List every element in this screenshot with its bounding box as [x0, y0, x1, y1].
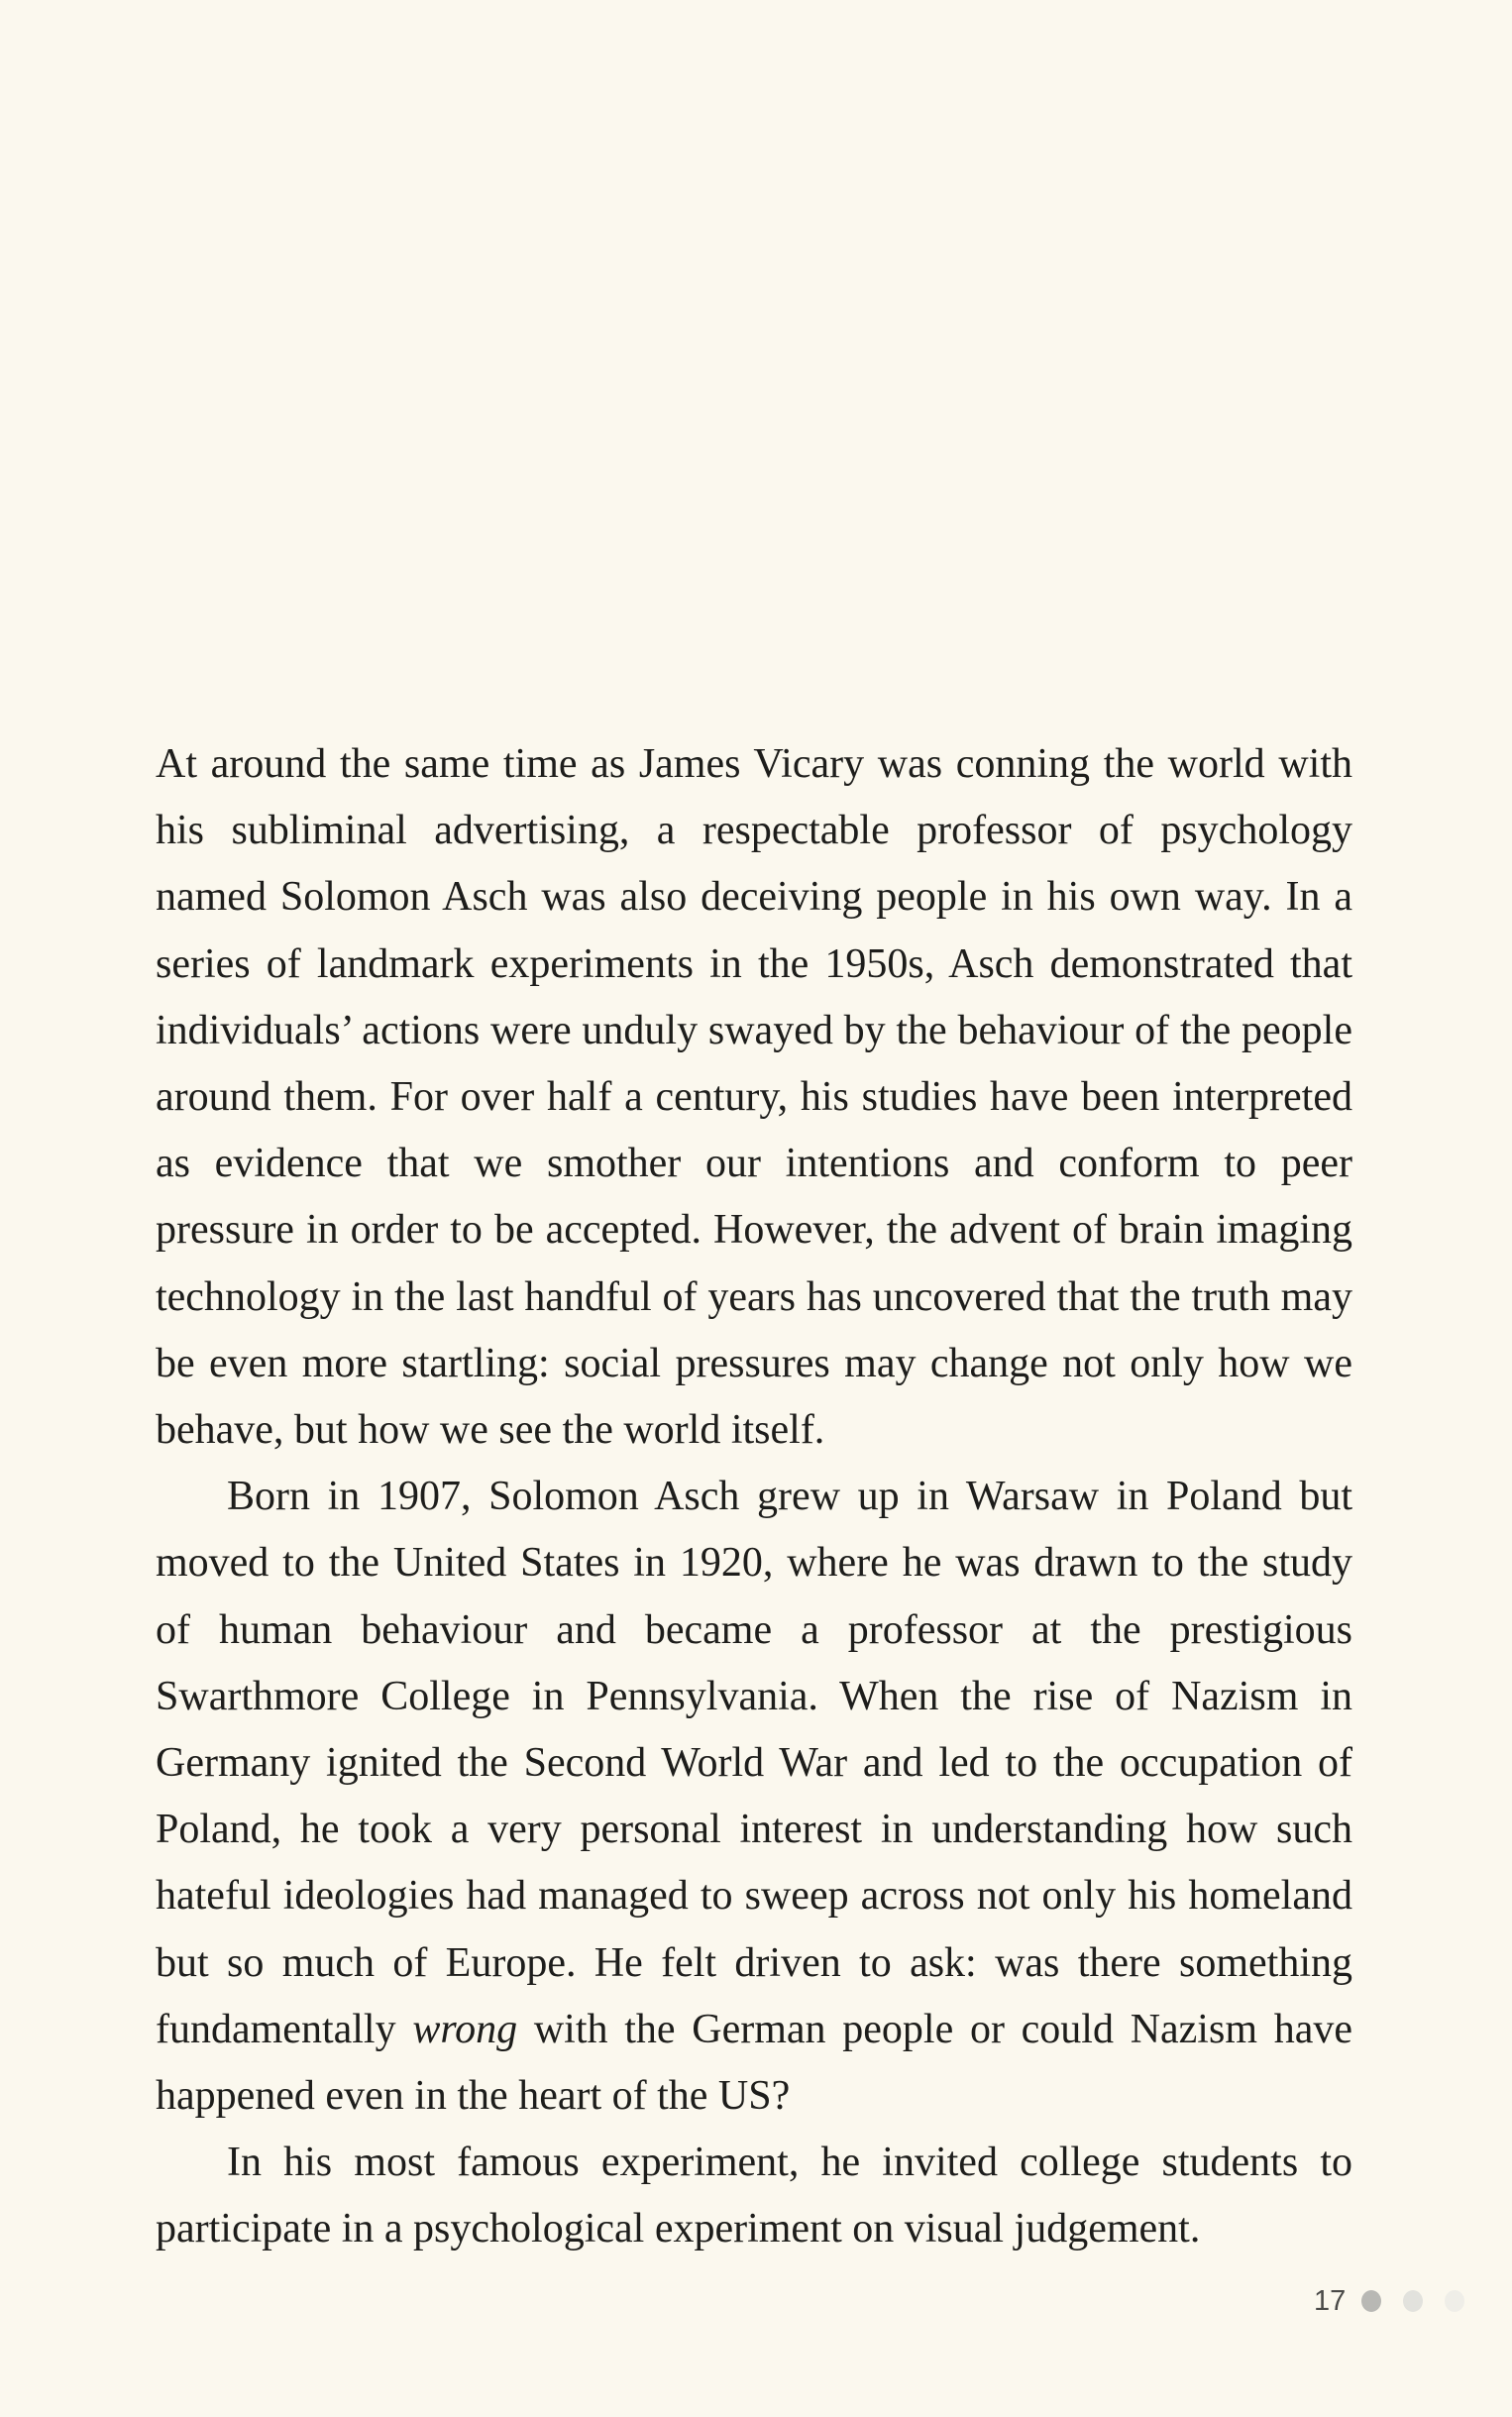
body-text: [156, 731, 1352, 2263]
paragraph-2-after: with the German people or could Nazism have happened even in the heart of the US?: [156, 2006, 1352, 2120]
footer-dot-icon: [1445, 2290, 1464, 2312]
footer-dot-icon: [1361, 2290, 1381, 2312]
paragraph-2: [156, 1464, 1352, 2130]
footer-dot-icon: [1403, 2290, 1423, 2312]
paragraph-2-before: Born in 1907, Solomon Asch grew up in Warsaw in Poland but moved to the United States in 1920, where he was drawn to the study of human behaviour and became a professor at the prestigious Swarthmore College in Pennsylvania. When the rise of Nazism in Germany ignited the Second World War and led to the occupation of Poland, he took a very personal interest in understanding how such hateful ideologies had managed to sweep across not only his homeland but so much of Europe. He felt driven to ask: was there something fundamentally: [156, 1474, 1352, 2052]
paragraph-1: At around the same time as James Vicary was conning the world with his subliminal advertising, a respectable professor of psychology named Solomon Asch was also deceiving people in his own way. In a series of landmark experiments in the 1950s, Asch demonstrated that individuals’ actions were unduly swayed by the behaviour of the people around them. For over half a century, his studies have been interpreted as evidence that we smother our intentions and conform to peer pressure in order to be accepted. However, the advent of brain imaging technology in the last handful of years has uncovered that the truth may be even more startling: social pressures may change not only how we behave, but how we see the world itself.: [156, 741, 1352, 1454]
page-footer: [1314, 2281, 1486, 2321]
paragraph-2-emphasis: wrong: [412, 2006, 518, 2052]
page-number: 17: [1314, 2284, 1347, 2317]
paragraph-3: In his most famous experiment, he invited college students to participate in a psychological experiment on visual judgement.: [156, 2140, 1352, 2252]
